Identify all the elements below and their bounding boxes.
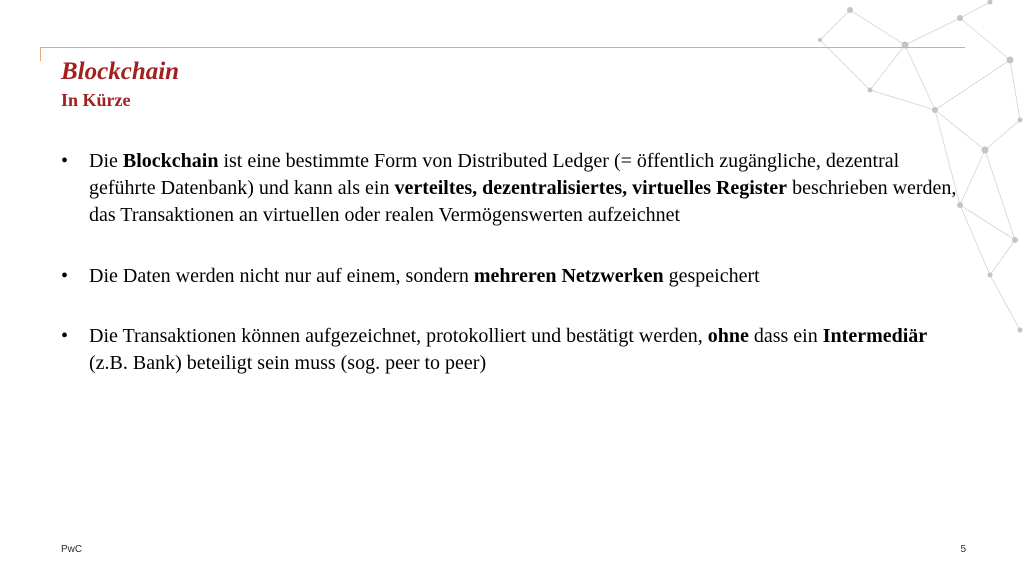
bullet-text: Die Daten werden nicht nur auf einem, sondern <box>89 265 474 287</box>
bullet-text: ist eine bestimmte Form von Distributed Ledger (= öffentlich zugängliche, dezentral geführte Datenbank) und kann als ein <box>89 150 900 199</box>
bullet-text: (z.B. Bank) beteiligt sein muss (sog. peer to peer) <box>89 352 487 374</box>
footer-brand: PwC <box>61 544 83 555</box>
header-divider-tick <box>40 47 41 61</box>
page-number: 5 <box>960 544 966 555</box>
bullet-text: gespeichert <box>663 265 760 287</box>
bullet-item <box>61 323 966 377</box>
bullet-text: beschrieben werden, das Transaktionen an virtuellen oder realen Vermögenswerten aufzeichnet <box>89 177 957 226</box>
bullet-dot-icon: • <box>61 150 69 172</box>
bullet-text: Die <box>89 150 123 172</box>
bullet-text: dass ein <box>748 325 823 347</box>
bullet-emphasis: Intermediär <box>822 325 928 347</box>
header-divider <box>40 47 965 48</box>
bullet-item <box>61 148 966 229</box>
bullet-text: Die Transaktionen können aufgezeichnet, protokolliert und bestätigt werden, <box>89 325 708 347</box>
bullet-dot-icon: • <box>61 265 69 287</box>
bullet-item <box>61 263 966 290</box>
bullet-dot-icon: • <box>61 325 69 347</box>
bullet-list <box>61 148 966 411</box>
bullet-emphasis: mehreren Netzwerken <box>473 265 664 287</box>
bullet-emphasis: ohne <box>707 325 749 347</box>
bullet-emphasis: Blockchain <box>122 150 219 172</box>
page-subtitle: In Kürze <box>61 90 131 110</box>
bullet-emphasis: verteiltes, dezentralisiertes, virtuelles Register <box>394 177 788 199</box>
page-title: Blockchain <box>61 58 180 85</box>
